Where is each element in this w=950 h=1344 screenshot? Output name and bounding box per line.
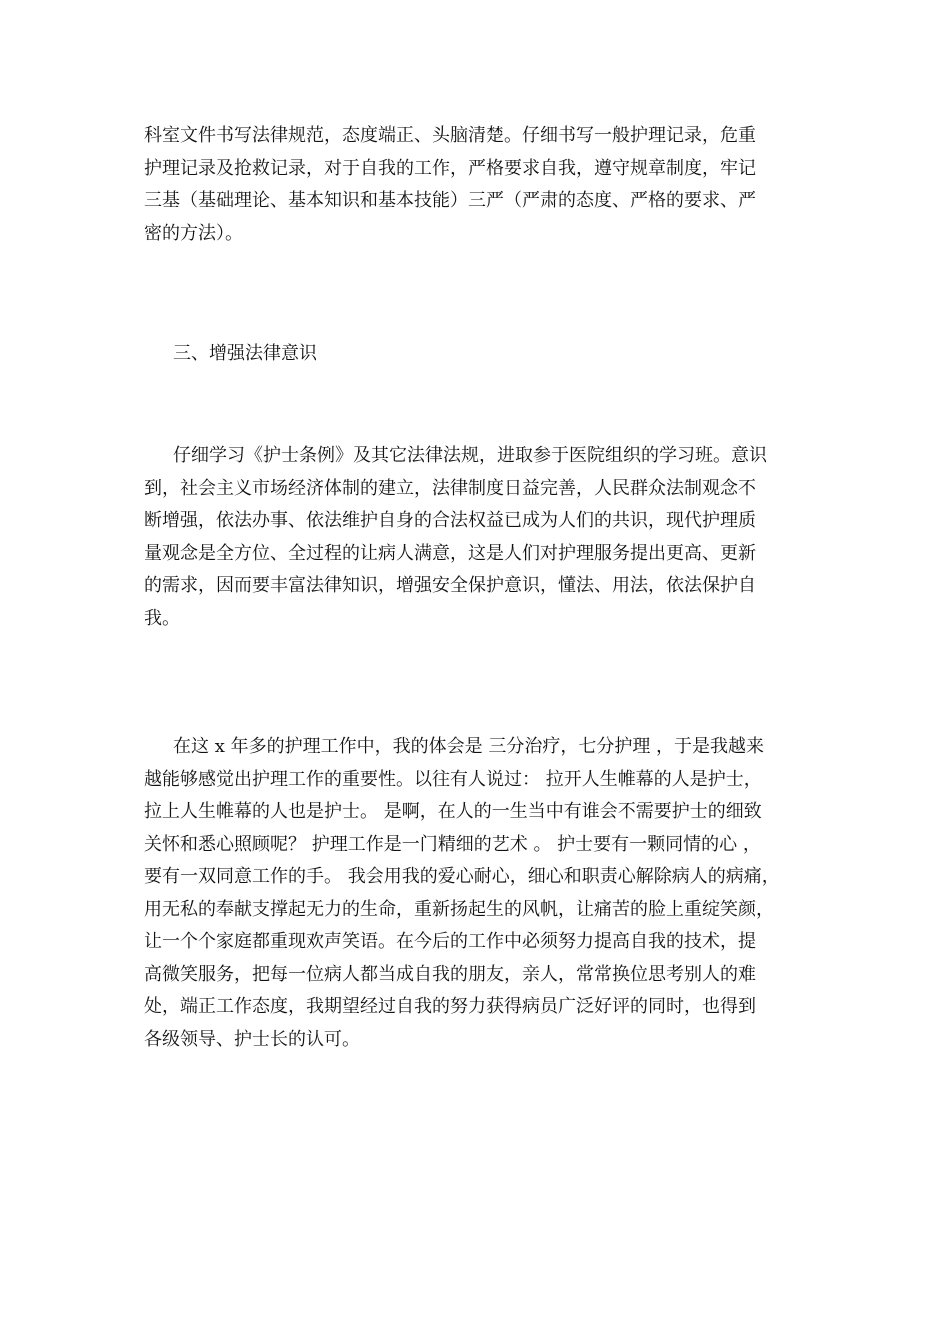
paragraph-line: 量观念是全方位、全过程的让病人满意，这是人们对护理服务提出更高、更新 xyxy=(144,542,756,564)
paragraph-line: 断增强，依法办事、依法维护自身的合法权益已成为人们的共识，现代护理质 xyxy=(144,510,756,531)
paragraph-line: 到，社会主义市场经济体制的建立，法律制度日益完善，人民群众法制观念不 xyxy=(144,477,756,499)
section-heading-text: 三、增强法律意识 xyxy=(173,343,317,364)
paragraph-line: 科室文件书写法律规范，态度端正、头脑清楚。仔细书写一般护理记录，危重 xyxy=(144,125,756,146)
paragraph-line: 密的方法）。 xyxy=(144,222,243,244)
paragraph-line: 在这 x 年多的护理工作中，我的体会是 三分治疗，七分护理 ，于是我越来 xyxy=(173,736,765,757)
paragraph-line: 高微笑服务，把每一位病人都当成自我的朋友，亲人，常常换位思考别人的难 xyxy=(144,963,756,985)
paragraph-line: 关怀和悉心照顾呢？ 护理工作是一门精细的艺术 。 护士要有一颗同情的心 ， xyxy=(144,833,761,855)
paragraph-line: 的需求，因而要丰富法律知识，增强安全保护意识，懂法、用法，依法保护自 xyxy=(144,575,756,596)
paragraph-line: 三基（基础理论、基本知识和基本技能）三严（严肃的态度、严格的要求、严 xyxy=(144,190,756,211)
paragraph-line: 处，端正工作态度，我期望经过自我的努力获得病员广泛好评的同时，也得到 xyxy=(144,996,756,1017)
paragraph-line: 拉上人生帷幕的人也是护士。 是啊，在人的一生当中有谁会不需要护士的细致 xyxy=(144,801,762,822)
paragraph-line: 护理记录及抢救记录，对于自我的工作，严格要求自我，遵守规章制度，牢记 xyxy=(144,157,756,179)
paragraph-line: 各级领导、护士长的认可。 xyxy=(144,1028,360,1050)
paragraph-nursing-experience xyxy=(144,731,804,1056)
paragraph-nursing-records xyxy=(144,120,804,250)
paragraph-legal-awareness xyxy=(144,440,804,635)
paragraph-line: 用无私的奉献支撑起无力的生命，重新扬起生的风帆，让痛苦的脸上重绽笑颜， xyxy=(144,898,774,920)
paragraph-line: 越能够感觉出护理工作的重要性。以往有人说过： 拉开人生帷幕的人是护士， xyxy=(144,768,762,790)
paragraph-line: 我。 xyxy=(144,607,180,629)
section-heading xyxy=(173,338,833,371)
paragraph-line: 让一个个家庭都重现欢声笑语。在今后的工作中必须努力提高自我的技术，提 xyxy=(144,931,756,952)
paragraph-line: 要有一双同意工作的手。 我会用我的爱心耐心，细心和职责心解除病人的病痛， xyxy=(144,866,780,887)
paragraph-line: 仔细学习《护士条例》及其它法律法规，进取参于医院组织的学习班。意识 xyxy=(173,445,767,466)
